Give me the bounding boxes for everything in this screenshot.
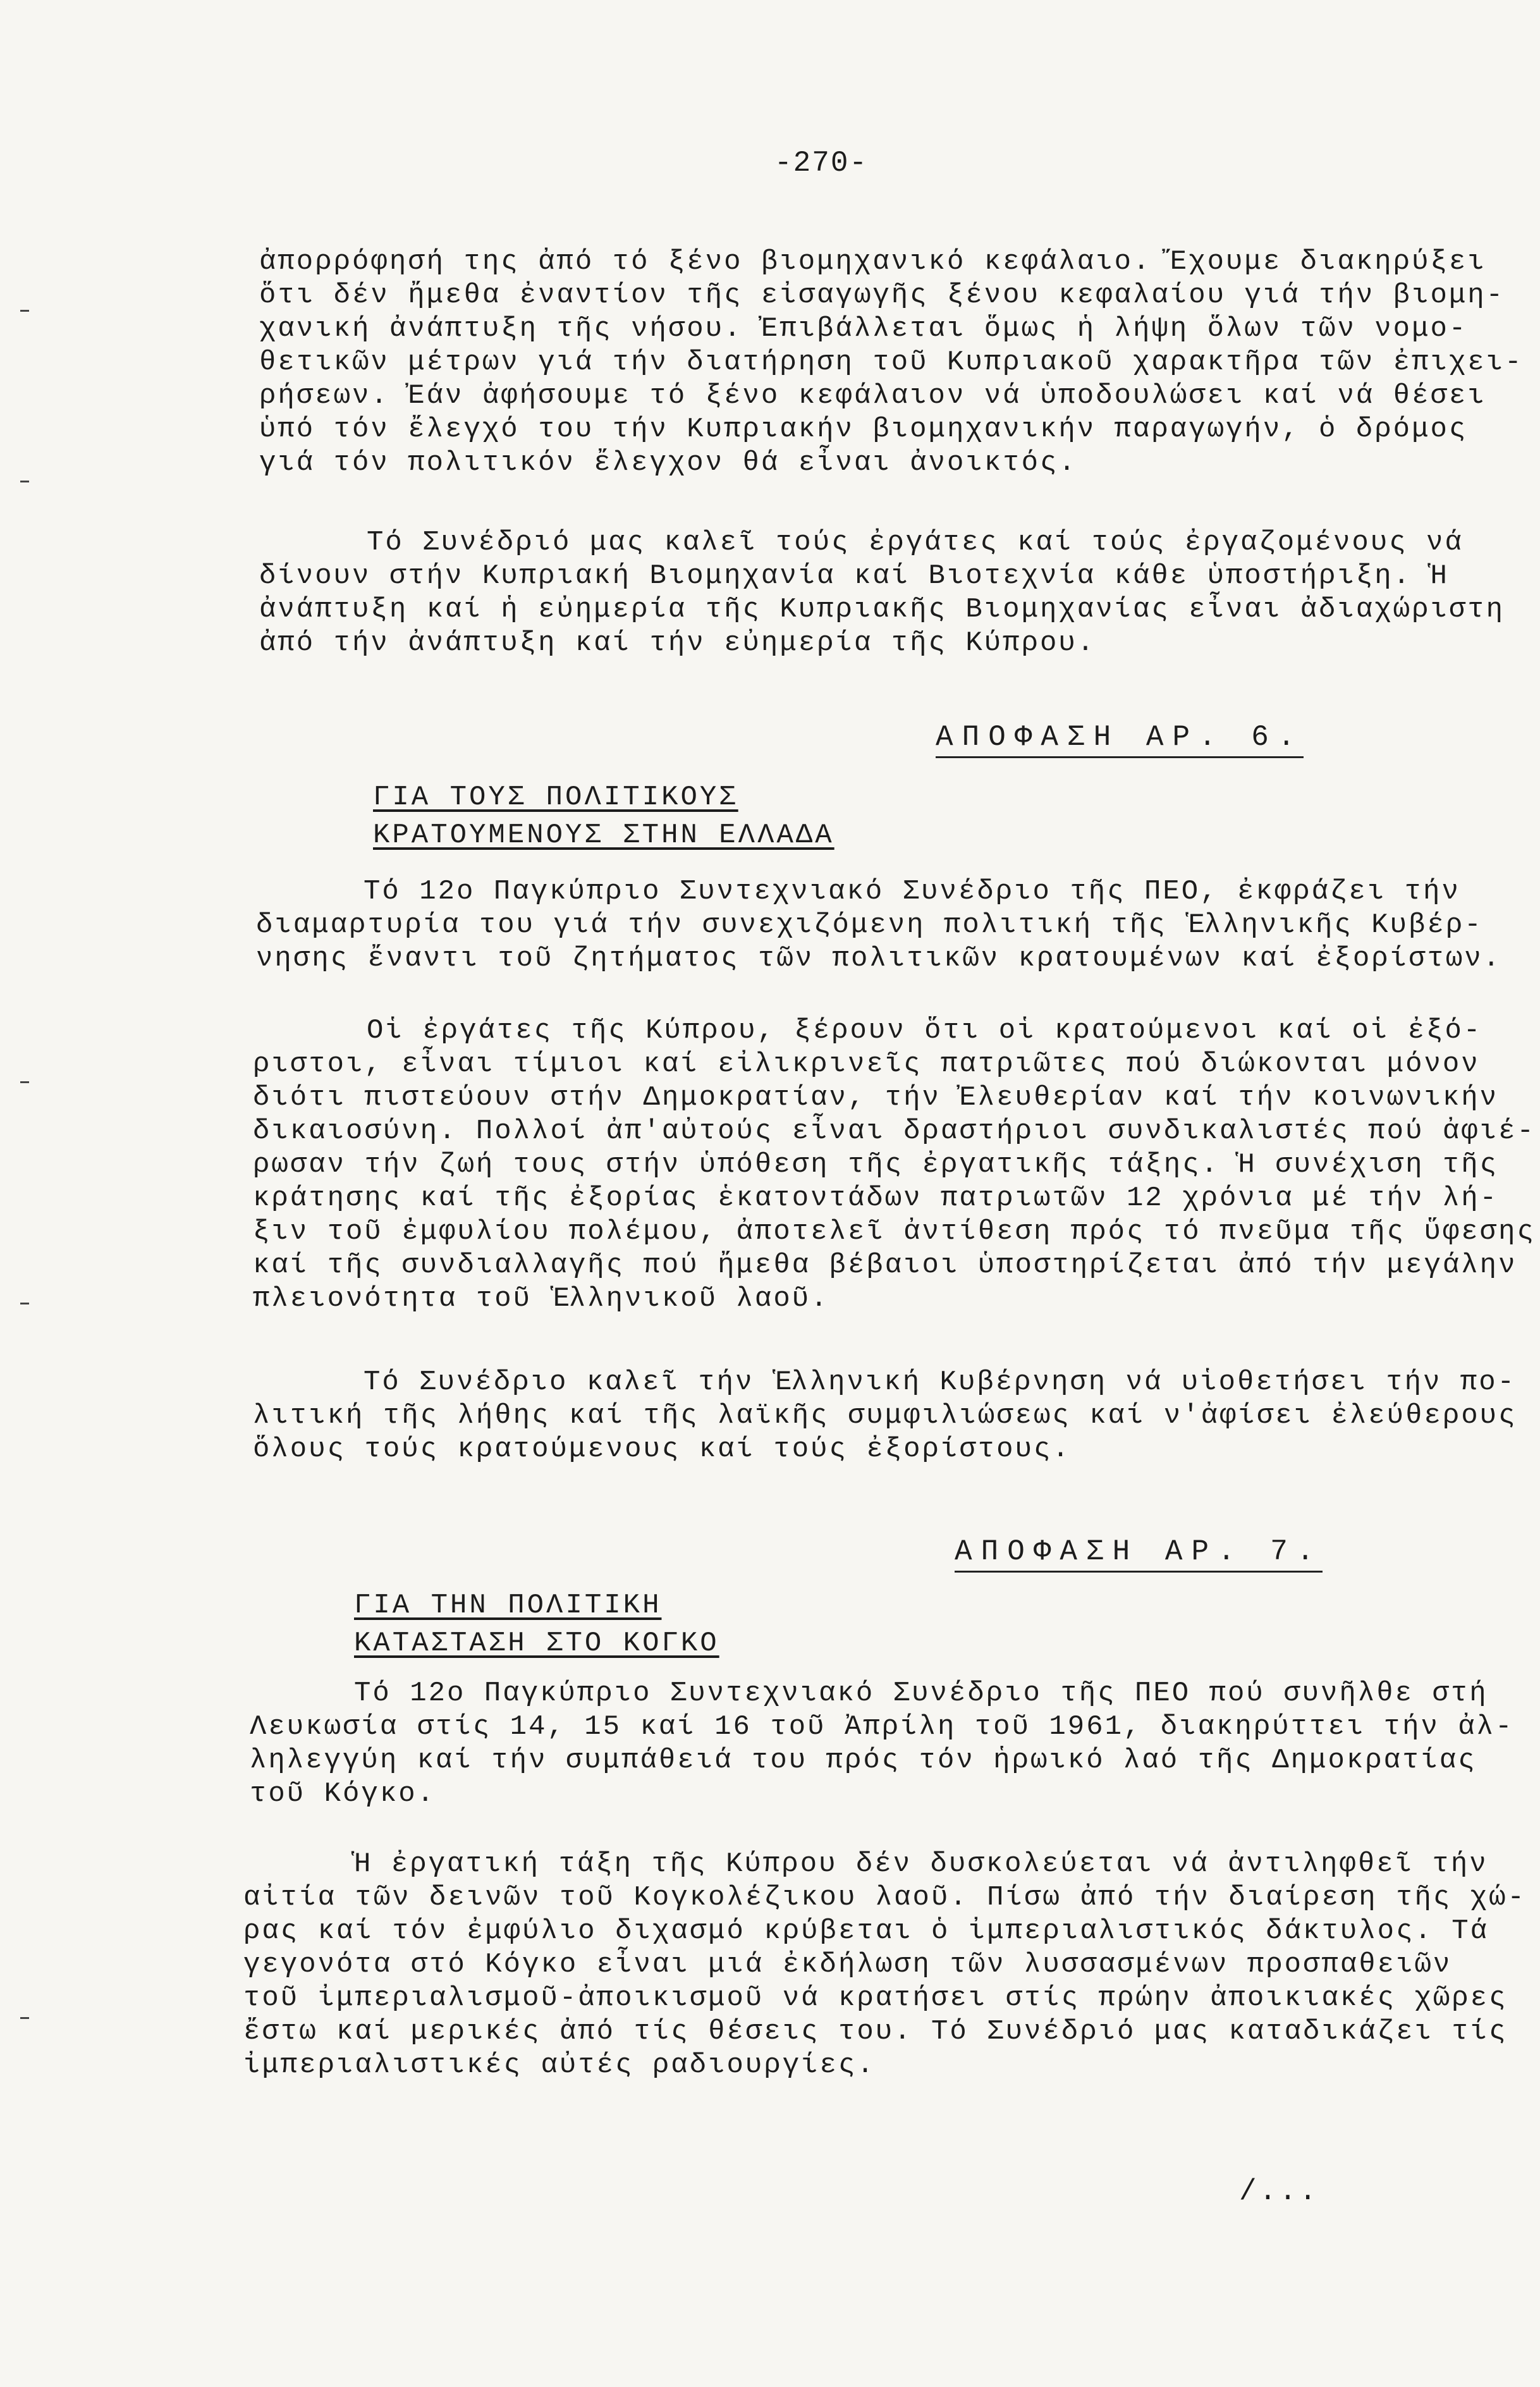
- decision-6-label: ΑΠΟΦΑΣΗ ΑΡ. 6.: [936, 721, 1304, 758]
- decision-6-paragraph-1: [256, 875, 1501, 976]
- decision-7-heading-line1: ΓΙΑ ΤΗΝ ΠΟΛΙΤΙΚΗ: [354, 1590, 662, 1621]
- text-line: ἰμπεριαλιστικές αὐτές ραδιουργίες.: [243, 2049, 876, 2081]
- text-line: ἀνάπτυξη καί ἡ εὐημερία τῆς Κυπριακῆς Βιομηχανίας εἶναι ἀδιαχώριστη: [259, 594, 1505, 625]
- text-line: Οἱ ἐργάτες τῆς Κύπρου, ξέρουν ὅτι οἱ κρατούμενοι καί οἱ ἐξό-: [367, 1015, 1482, 1046]
- text-line: τοῦ ἰμπεριαλισμοῦ-ἀποικισμοῦ νά κρατήσει στίς πρώην ἀποικιακές χῶρες: [243, 1982, 1508, 2014]
- intro-paragraph: [259, 245, 1524, 480]
- margin-mark: [20, 481, 29, 482]
- text-line: Τό Συνέδριό μας καλεῖ τούς ἐργάτες καί τούς ἐργαζομένους νά: [367, 527, 1464, 558]
- text-line: γιά τόν πολιτικόν ἔλεγχον θά εἶναι ἀνοικτός.: [259, 447, 1077, 479]
- margin-mark: [20, 1303, 29, 1304]
- text-line: ὅτι δέν ἤμεθα ἐναντίον τῆς εἰσαγωγῆς ξένου κεφαλαίου γιά τήν βιομη-: [259, 279, 1505, 311]
- text-line: χανική ἀνάπτυξη τῆς νήσου. Ἐπιβάλλεται ὅμως ἡ λήψη ὅλων τῶν νομο-: [259, 313, 1468, 345]
- margin-mark: [20, 310, 29, 312]
- text-line: λιτική τῆς λήθης καί τῆς λαϊκῆς συμφιλιώσεως καί ν'ἀφίσει ἐλεύθερους: [253, 1400, 1517, 1432]
- margin-mark: [20, 2017, 29, 2019]
- text-line: ὑπό τόν ἔλεγχό του τήν Κυπριακήν βιομηχανικήν παραγωγήν, ὁ δρόμος: [259, 414, 1468, 445]
- text-line: Ἡ ἐργατική τάξη τῆς Κύπρου δέν δυσκολεύεται νά ἀντιληφθεῖ τήν: [354, 1848, 1488, 1880]
- text-line: διαμαρτυρία του γιά τήν συνεχιζόμενη πολιτική τῆς Ἑλληνικῆς Κυβέρ-: [256, 909, 1483, 941]
- text-line: Τό 12ο Παγκύπριο Συντεχνιακό Συνέδριο τῆς ΠΕΟ, ἐκφράζει τήν: [364, 876, 1460, 907]
- continuation-mark: /...: [1239, 2175, 1319, 2208]
- text-line: νησης ἔναντι τοῦ ζητήματος τῶν πολιτικῶν κρατουμένων καί ἐξορίστων.: [256, 943, 1502, 974]
- text-line: ξιν τοῦ ἐμφυλίου πολέμου, ἀποτελεῖ ἀντίθεση πρός τό πνεῦμα τῆς ὕφεσης: [253, 1216, 1536, 1248]
- decision-7-paragraph-2: [243, 1848, 1526, 2082]
- text-line: δίνουν στήν Κυπριακή Βιομηχανία καί Βιοτεχνία κάθε ὑποστήριξη. Ἡ: [259, 560, 1449, 592]
- text-line: ἀπό τήν ἀνάπτυξη καί τήν εὐημερία τῆς Κύπρου.: [259, 627, 1096, 659]
- text-line: Τό Συνέδριο καλεῖ τήν Ἑλληνική Κυβέρνηση νά υἱοθετήσει τήν πο-: [364, 1366, 1517, 1398]
- text-line: ρωσαν τήν ζωή τους στήν ὑπόθεση τῆς ἐργατικῆς τάξης. Ἡ συνέχιση τῆς: [253, 1149, 1499, 1181]
- text-line: γεγονότα στό Κόγκο εἶναι μιά ἐκδήλωση τῶν λυσσασμένων προσπαθειῶν: [243, 1949, 1452, 1980]
- text-line: ρας καί τόν ἐμφύλιο διχασμό κρύβεται ὁ ἰμπεριαλιστικός δάκτυλος. Τά: [243, 1915, 1489, 1947]
- decision-7-label: ΑΠΟΦΑΣΗ ΑΡ. 7.: [955, 1535, 1323, 1573]
- intro-paragraph-2: [259, 526, 1505, 660]
- text-line: Λευκωσία στίς 14, 15 καί 16 τοῦ Ἀπρίλη τοῦ 1961, διακηρύττει τήν ἀλ-: [250, 1711, 1514, 1743]
- text-line: Τό 12ο Παγκύπριο Συντεχνιακό Συνέδριο τῆς ΠΕΟ πού συνῆλθε στή: [354, 1678, 1488, 1709]
- text-line: διότι πιστεύουν στήν Δημοκρατίαν, τήν Ἐλευθερίαν καί τήν κοινωνικήν: [253, 1082, 1499, 1114]
- decision-6-heading-line2: ΚΡΑΤΟΥΜΕΝΟΥΣ ΣΤΗΝ ΕΛΛΑΔΑ: [373, 819, 834, 851]
- text-line: αἰτία τῶν δεινῶν τοῦ Κογκολέζικου λαοῦ. Πίσω ἀπό τήν διαίρεση τῆς χώ-: [243, 1882, 1526, 1913]
- decision-7-paragraph-1: [250, 1677, 1514, 1811]
- text-line: θετικῶν μέτρων γιά τήν διατήρηση τοῦ Κυπριακοῦ χαρακτῆρα τῶν ἐπιχει-: [259, 347, 1524, 378]
- text-line: κράτησης καί τῆς ἐξορίας ἑκατοντάδων πατριωτῶν 12 χρόνια μέ τήν λή-: [253, 1182, 1499, 1214]
- page-number: -270-: [774, 147, 869, 180]
- margin-mark: [20, 1081, 29, 1083]
- text-line: ριστοι, εἶναι τίμιοι καί εἰλικρινεῖς πατριῶτες πού διώκονται μόνον: [253, 1048, 1480, 1080]
- text-line: τοῦ Κόγκο.: [250, 1778, 436, 1810]
- text-line: ρήσεων. Ἐάν ἀφήσουμε τό ξένο κεφάλαιον νά ὑποδουλώσει καί νά θέσει: [259, 380, 1486, 412]
- text-line: ἀπορρόφησή της ἀπό τό ξένο βιομηχανικό κεφάλαιο. Ἔχουμε διακηρύξει: [259, 246, 1486, 278]
- text-line: ὅλους τούς κρατούμενους καί τούς ἐξορίστους.: [253, 1433, 1071, 1465]
- text-line: καί τῆς συνδιαλλαγῆς πού ἤμεθα βέβαιοι ὑποστηρίζεται ἀπό τήν μεγάλην: [253, 1249, 1517, 1281]
- decision-6-paragraph-2: [253, 1014, 1536, 1316]
- decision-6-heading-line1: ΓΙΑ ΤΟΥΣ ΠΟΛΙΤΙΚΟΥΣ: [373, 782, 738, 813]
- text-line: ἔστω καί μερικές ἀπό τίς θέσεις του. Τό Συνέδριό μας καταδικάζει τίς: [243, 2016, 1508, 2047]
- decision-6-paragraph-3: [253, 1366, 1517, 1466]
- decision-7-heading-line2: ΚΑΤΑΣΤΑΣΗ ΣΤΟ ΚΟΓΚΟ: [354, 1628, 719, 1659]
- text-line: πλειονότητα τοῦ Ἑλληνικοῦ λαοῦ.: [253, 1283, 829, 1315]
- text-line: δικαιοσύνη. Πολλοί ἀπ'αὐτούς εἶναι δραστήριοι συνδικαλιστές πού ἀφιέ-: [253, 1115, 1536, 1147]
- text-line: ληλεγγύη καί τήν συμπάθειά του πρός τόν ἡρωικό λαό τῆς Δημοκρατίας: [250, 1745, 1477, 1776]
